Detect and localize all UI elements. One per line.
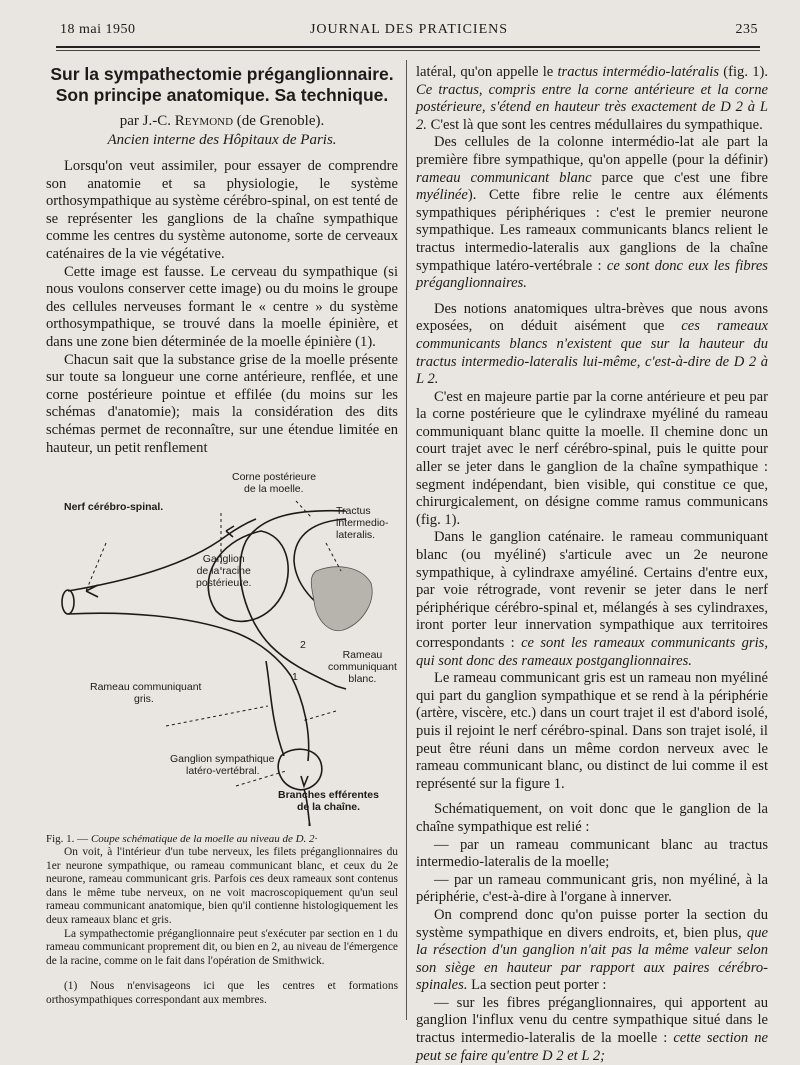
author-suffix: (de Grenoble). <box>233 113 325 129</box>
column-divider <box>406 60 407 1020</box>
label-number-1: 1 <box>292 671 298 684</box>
label-branches-efferentes: Branches efférentes de la chaîne. <box>278 789 379 814</box>
symp-ganglion-outline <box>278 749 322 790</box>
caption-text: Coupe schématique de la moelle au niveau de D. 2· <box>90 833 318 846</box>
leader-corne <box>296 501 311 517</box>
header-page-number: 235 <box>735 22 758 37</box>
author-name: Reymond <box>174 113 234 129</box>
header-rule <box>56 46 760 48</box>
label-tractus: Tractus intermedio- lateralis. <box>336 505 389 542</box>
label-rameau-gris: Rameau communiquant gris. <box>90 681 202 706</box>
author-affiliation: Ancien interne des Hôpitaux de Paris. <box>107 132 337 148</box>
paragraph: Des cellules de la colonne intermédio-lat ale part la première fibre sympathique, qu'on appelle (pour la définir) rameau communicant blanc parce que c'est une fibre myélinée). Cette fibre relie le centre aux éléments sympathiques périphériques : c'est le premier neurone sympathique. Les rameaux communicants blancs relient le tractus intermedio-lateralis aux ganglions de la chaîne sympathique latéro-vertébrale : ce sont donc eux les fibres préganglionnaires. <box>416 134 769 292</box>
figure-caption <box>46 833 398 846</box>
header-rule-thin <box>56 50 760 51</box>
label-corne-posterieure: Corne postérieure de la moelle. <box>232 471 317 496</box>
paragraph: On comprend donc qu'on puisse porter la section du système sympathique en divers endroits, et, bien plus, que la résection d'un ganglion n'ait pas la même valeur selon son siège en hauteur par rapport aux paires cérébro-spinales. La section peut porter : <box>416 906 768 994</box>
ramus-grey-line <box>266 661 284 756</box>
tractus-shading <box>311 567 372 631</box>
arrow-down <box>301 776 308 786</box>
nerve-cut-end <box>62 590 74 614</box>
author-prefix: par J.-C. <box>119 113 175 129</box>
label-ganglion-racine: Ganglion de la racine postérieure. <box>196 553 252 590</box>
paragraph: Le rameau communicant gris est un rameau non myéliné qui part du ganglion sympathique et se rend à la périphérie (artère, viscère, etc.) dans un court trajet il est d'abord isolé, puis il rejoint le nerf cérébro-spinal. Dans son trajet isolé, il peut être réuni dans un même cordon nerveux avec le rameau communicant blanc, ou distinct de lui comme il est représenté sur la figure 1. <box>416 670 768 792</box>
title-line-1: Sur la sympathectomie préganglionnaire. <box>50 64 394 84</box>
article-author <box>46 112 398 131</box>
paragraph: — sur les fibres préganglionnaires, qui apportent au ganglion l'influx venu du centre sympathique situé dans le tractus intermedio-lateralis de la moelle : cette section ne peut se faire qu'entre D 2 et L 2; <box>416 994 769 1064</box>
right-column <box>416 64 768 1065</box>
footnote: (1) Nous n'envisageons ici que les centres et formations orthosympathiques correspondant aux membres. <box>46 980 398 1007</box>
nerve-trunk-lower <box>68 613 291 676</box>
paragraph: Cette image est fausse. Le cerveau du sympathique (si nous voulons conserver cette image) ou du moins le groupe des cellules nerveuses formant le « centre » du système orthosympathique, se trouvé dans la moelle épinière, et dans une zone bien déterminée de la moelle épinière (1). <box>46 263 398 350</box>
paragraph: — par un rameau communicant blanc au tractus intermedio-lateralis de la moelle; <box>416 836 768 871</box>
paragraph: Dans le ganglion caténaire. le rameau communiquant blanc (ou myéliné) s'articule avec un 2e neurone sympathique, à cylindraxe amyéliné. Certains d'entre eux, par voie rétrograde, vont revenir se jeter dans le nerf périphérique cérébro-spinal et, mélangés à ses cylindraxes, iront porter leur innervation sympathique aux territoires correspondants : ce sont les rameaux communicants gris, qui sont donc des rameaux postganglionnaires. <box>416 529 768 669</box>
paragraph: Chacun sait que la substance grise de la moelle présente sur toute sa longueur une corne antérieure, renflée, et une corne postérieure pointue et effilée (du moins sur les schémas d'anatomie); mais la considération des dits schémas permet de reconnaître, sur une étendue limitée en hauteur, un petit renflement <box>46 351 398 456</box>
paragraph: latéral, qu'on appelle le tractus intermédio-latéralis (fig. 1). Ce tractus, compris entre la corne antérieure et la corne postérieure, s'étend en hauteur très exactement de D 2 à L 2. C'est là que sont les centres médullaires du sympathique. <box>416 64 768 133</box>
label-ganglion-sympathique: Ganglion sympathique latéro-vertébral. <box>170 753 275 778</box>
caption-prefix: Fig. 1. — <box>46 833 91 846</box>
header-journal-title: JOURNAL DES PRATICIENS <box>309 22 509 37</box>
label-nerf-cerebro-spinal: Nerf cérébro-spinal. <box>64 501 164 514</box>
paragraph: — par un rameau communicant gris, non myéliné, à la périphérie, c'est-à-dire à l'organe à innerver. <box>416 871 768 906</box>
figure-spinal-cord-diagram <box>46 471 398 831</box>
page-header <box>60 22 758 44</box>
title-line-2: Son principe anatomique. Sa technique. <box>55 85 389 105</box>
ramus-white-line <box>291 676 309 761</box>
paragraph: Schématiquement, on voit donc que le ganglion de la chaîne sympathique est relié : <box>416 801 768 835</box>
figure-notes <box>46 846 398 1008</box>
header-date: 18 mai 1950 <box>60 22 136 37</box>
paragraph: Des notions anatomiques ultra-brèves que nous avons exposées, on déduit aisément que ces rameaux communicants blancs n'existent que sur la hauteur du tractus intermedio-lateralis lui-même, c'est-à-dire de D 2 à L 2. <box>416 300 768 388</box>
paragraph: Lorsqu'on veut assimiler, pour essayer de comprendre son anatomie et sa physiologie, le système orthosympathique au système cérébro-spinal, on est tenté de se représenter les ganglions de la chaîne sympathique comme les centres du système autonome, sorte de cerveaux caténaires de la vie végétative. <box>46 158 398 262</box>
figure-note: On voit, à l'intérieur d'un tube nerveux, les filets préganglionnaires du 1er neurone sympathique, ou rameau communicant blanc, et ceux du 2e neurone, rameau communicant gris. Parfois ces deux rameaux sont contenus dans le même tube nerveux, on ne voit macroscopiquement qu'un seul rameau communicant anatomique, bien qu'il contienne histologiquement les deux rameaux blanc et gris. <box>46 846 398 927</box>
label-number-2: 2 <box>300 639 306 652</box>
leader-blanc <box>302 711 336 721</box>
paragraph: C'est en majeure partie par la corne antérieure et peu par la corne postérieure que le cylindraxe myéliné du rameau communiquant blanc quitte la moelle. Il chemine donc un court trajet avec le nerf cérébro-spinal, puis le quitte pour aller se jeter dans le ganglion de la chaîne sympathique : segment indépendant, bien visible, qui constitue ce que, chirurgicalement, on désigne comme ramus communicans (fig. 1). <box>416 388 768 528</box>
article-title <box>46 64 398 106</box>
leader-gris <box>166 706 268 726</box>
figure-note: La sympathectomie préganglionnaire peut s'exécuter par section en 1 du rameau communicant proprement dit, ou bien en 2, au niveau de l'émergence de la racine, comme on le fait dans l'opération de Smithwick. <box>46 927 398 967</box>
left-column <box>46 64 398 1008</box>
label-rameau-blanc: Rameau communiquant blanc. <box>328 649 397 686</box>
